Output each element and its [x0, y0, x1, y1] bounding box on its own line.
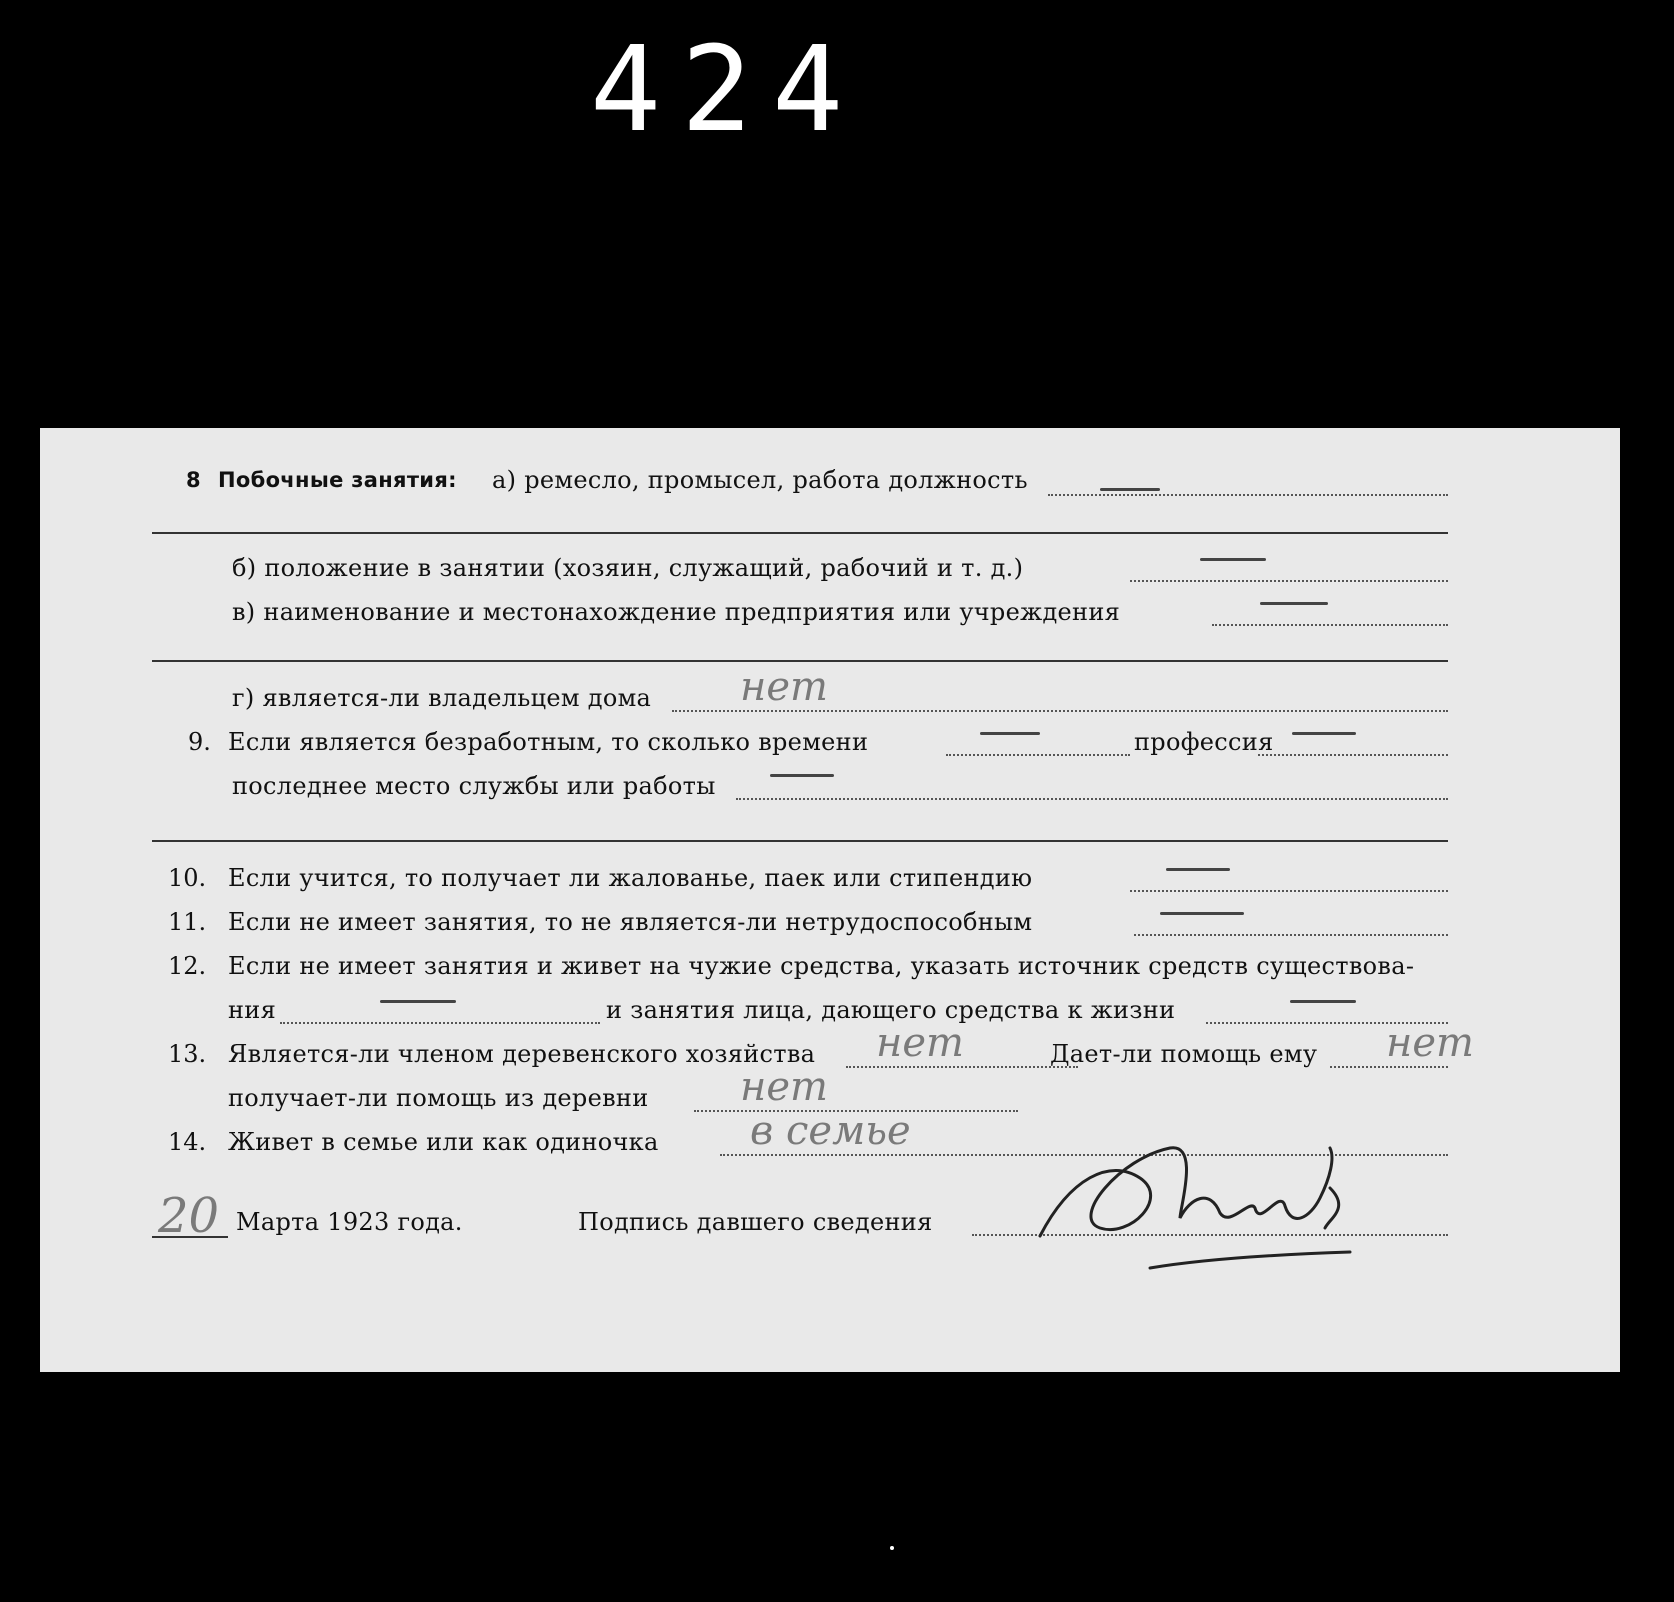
- q8a-field-line2[interactable]: [152, 532, 1448, 534]
- film-speck: [890, 1546, 894, 1550]
- dash-mark: [1166, 868, 1230, 871]
- q12-text1: Если не имеет занятия и живет на чужие средства, указать источник средств существова-: [228, 952, 1415, 980]
- frame-number: 424: [590, 20, 864, 158]
- handwriting-q13b: нет: [1386, 1020, 1474, 1066]
- q10-field[interactable]: [1130, 890, 1448, 892]
- dash-mark: [770, 774, 834, 777]
- q8a-text: а) ремесло, промысел, работа должность: [492, 466, 1028, 494]
- q13-member-field[interactable]: [846, 1066, 1078, 1068]
- q14-number: 14.: [168, 1128, 207, 1156]
- dash-mark: [980, 732, 1040, 735]
- q11-field[interactable]: [1134, 934, 1448, 936]
- q9-profession-label: профессия: [1134, 728, 1274, 756]
- q9-lastjob-field[interactable]: [736, 798, 1448, 800]
- q9-profession-field[interactable]: [1258, 754, 1448, 756]
- handwriting-day: 20: [158, 1188, 220, 1244]
- dash-mark: [1292, 732, 1356, 735]
- q9-text1: Если является безработным, то сколько времени: [228, 728, 869, 756]
- day-field[interactable]: [152, 1236, 228, 1238]
- handwriting-q13a: нет: [876, 1020, 964, 1066]
- q8b-field[interactable]: [1130, 580, 1448, 582]
- dash-mark: [1260, 602, 1328, 605]
- q12-number: 12.: [168, 952, 207, 980]
- q9-number: 9.: [188, 728, 211, 756]
- q8v-text: в) наименование и местонахождение предприятия или учреждения: [232, 598, 1121, 626]
- q8a-field[interactable]: [1048, 494, 1448, 496]
- q13-help-field[interactable]: [1330, 1066, 1448, 1068]
- q8v-field[interactable]: [1212, 624, 1448, 626]
- q8-title: Побочные занятия:: [218, 468, 457, 492]
- q10-number: 10.: [168, 864, 207, 892]
- q11-text: Если не имеет занятия, то не является-ли нетрудоспособным: [228, 908, 1033, 936]
- handwriting-q14: в семье: [750, 1108, 911, 1154]
- q12-source-field[interactable]: [280, 1022, 600, 1024]
- q13-help-label: Дает-ли помощь ему: [1050, 1040, 1318, 1068]
- dash-mark: [1160, 912, 1244, 915]
- handwriting-q8g: нет: [740, 664, 828, 710]
- q12-text2a: ния: [228, 996, 277, 1024]
- q8g-text: г) является-ли владельцем дома: [232, 684, 652, 712]
- q9-text2: последнее место службы или работы: [232, 772, 716, 800]
- handwriting-q13c: нет: [740, 1064, 828, 1110]
- signature-scribble: [1030, 1118, 1390, 1278]
- dash-mark: [1290, 1000, 1356, 1003]
- q13-text2: получает-ли помощь из деревни: [228, 1084, 649, 1112]
- dash-mark: [380, 1000, 456, 1003]
- q8v-field-line2[interactable]: [152, 660, 1448, 662]
- q10-text: Если учится, то получает ли жалованье, паек или стипендию: [228, 864, 1033, 892]
- q12-text2b: и занятия лица, дающего средства к жизни: [606, 996, 1176, 1024]
- dash-mark: [1200, 558, 1266, 561]
- questionnaire-card: [40, 428, 1620, 1372]
- footer-date: Марта 1923 года.: [236, 1208, 463, 1236]
- q11-number: 11.: [168, 908, 207, 936]
- q13-text1: Является-ли членом деревенского хозяйства: [228, 1040, 816, 1068]
- q9-lastjob-field-line2[interactable]: [152, 840, 1448, 842]
- q8-number: 8: [186, 468, 201, 492]
- q8b-text: б) положение в занятии (хозяин, служащий, рабочий и т. д.): [232, 554, 1024, 582]
- q13-number: 13.: [168, 1040, 207, 1068]
- q14-text: Живет в семье или как одиночка: [228, 1128, 659, 1156]
- q8g-field[interactable]: [672, 710, 1448, 712]
- dash-mark: [1100, 488, 1160, 491]
- q9-time-field[interactable]: [946, 754, 1130, 756]
- signature-label: Подпись давшего сведения: [578, 1208, 933, 1236]
